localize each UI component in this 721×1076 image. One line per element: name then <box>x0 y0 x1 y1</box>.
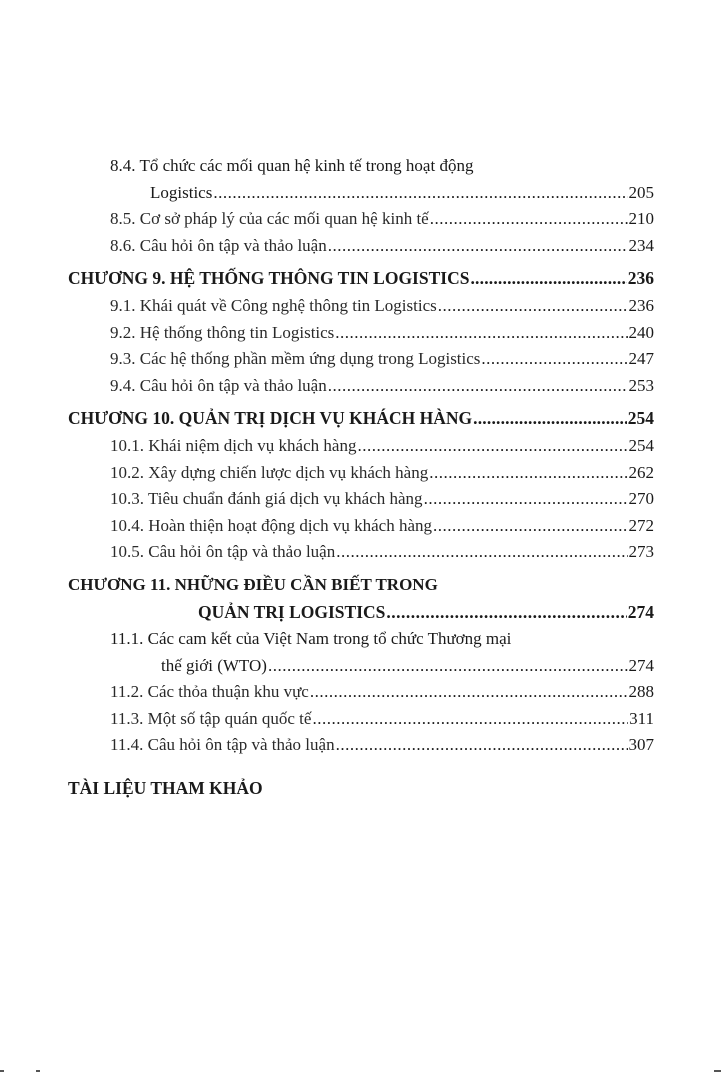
toc-chapter-label: CHƯƠNG 9. HỆ THỐNG THÔNG TIN LOGISTICS <box>68 268 470 288</box>
toc-entry-label: 8.6. Câu hỏi ôn tập và thảo luận <box>110 235 327 255</box>
toc-page-number: 254 <box>627 408 654 428</box>
dot-leader <box>213 180 627 207</box>
toc-entry-label: 9.2. Hệ thống thông tin Logistics <box>110 322 335 342</box>
toc-page-number: 307 <box>628 735 654 754</box>
scan-edge-marks <box>0 1066 721 1072</box>
toc-page-number: 288 <box>628 682 654 701</box>
toc-entry-label: 10.1. Khái niệm dịch vụ khách hàng <box>110 436 357 455</box>
toc-entry-9-4[interactable] <box>68 373 654 400</box>
toc-entry-10-3[interactable] <box>68 486 654 513</box>
dot-leader <box>268 653 628 680</box>
toc-entry-11-4[interactable] <box>68 732 654 759</box>
toc-page-number: 205 <box>628 182 654 202</box>
dot-leader <box>470 263 626 293</box>
toc-references[interactable]: TÀI LIỆU THAM KHẢO <box>68 777 263 798</box>
toc-page-number: 234 <box>628 235 654 255</box>
toc-page-number: 270 <box>628 489 654 508</box>
dot-leader <box>438 293 628 320</box>
toc-entry-9-1[interactable] <box>68 293 654 320</box>
dot-leader <box>481 346 627 373</box>
toc-entry-11-2[interactable] <box>68 679 654 706</box>
toc-entry-11-3[interactable] <box>68 706 654 733</box>
toc-entry-label: 9.1. Khái quát về Công nghệ thông tin Logistics <box>110 296 437 315</box>
scan-mark <box>714 1070 721 1072</box>
dot-leader <box>335 320 627 347</box>
toc-page-number: 262 <box>628 462 654 482</box>
dot-leader <box>430 206 628 233</box>
toc-entry-label: Logistics <box>150 182 213 202</box>
dot-leader <box>336 539 627 566</box>
toc-entry-label: 11.4. Câu hỏi ôn tập và thảo luận <box>110 735 335 754</box>
toc-page-number: 210 <box>628 209 654 228</box>
toc-entry-label: 11.2. Các thỏa thuận khu vực <box>110 682 309 701</box>
toc-entry-label: 10.3. Tiêu chuẩn đánh giá dịch vụ khách hàng <box>110 489 423 508</box>
scan-mark <box>36 1070 40 1072</box>
dot-leader <box>424 486 628 513</box>
toc-entry-label: thế giới (WTO) <box>161 655 267 675</box>
toc-entry-label: 8.5. Cơ sở pháp lý của các mối quan hệ kinh tế <box>110 209 429 228</box>
toc-entry-8-5[interactable] <box>68 206 654 233</box>
dot-leader <box>473 403 627 433</box>
toc-page-number: 240 <box>628 322 654 342</box>
toc-entry-label: 9.4. Câu hỏi ôn tập và thảo luận <box>110 375 327 395</box>
toc-entry-10-2[interactable] <box>68 460 654 487</box>
dot-leader <box>312 706 628 733</box>
toc-page-number: 247 <box>628 349 654 368</box>
toc-entry-label: 11.3. Một số tập quán quốc tế <box>110 708 312 728</box>
dot-leader <box>386 598 626 626</box>
dot-leader <box>433 513 628 540</box>
dot-leader <box>328 233 628 260</box>
toc-chapter-label: QUẢN TRỊ LOGISTICS <box>198 602 386 622</box>
toc-entry-10-5[interactable] <box>68 539 654 566</box>
dot-leader <box>336 732 628 759</box>
toc-entry-label: 10.2. Xây dựng chiến lược dịch vụ khách hàng <box>110 462 429 482</box>
toc-entry-8-6[interactable] <box>68 233 654 260</box>
toc-entry-8-4-line1: 8.4. Tổ chức các mối quan hệ kinh tế trong hoạt động <box>110 156 474 175</box>
toc-page-number: 254 <box>628 436 654 455</box>
toc-page-number: 236 <box>627 268 654 288</box>
toc-entry-label: 9.3. Các hệ thống phần mềm ứng dụng trong Logistics <box>110 349 481 368</box>
scan-mark <box>0 1070 4 1072</box>
dot-leader <box>429 460 627 487</box>
dot-leader <box>357 433 627 460</box>
toc-chapter-11-line1: CHƯƠNG 11. NHỮNG ĐIỀU CẦN BIẾT TRONG <box>68 574 438 594</box>
toc-page-number: 253 <box>628 375 654 395</box>
toc-chapter-9[interactable] <box>68 263 654 293</box>
toc-entry-8-4[interactable] <box>68 180 654 207</box>
toc-entry-label: 10.5. Câu hỏi ôn tập và thảo luận <box>110 542 336 561</box>
dot-leader <box>310 679 628 706</box>
toc-page-number: 273 <box>628 542 654 561</box>
toc-entry-10-4[interactable] <box>68 513 654 540</box>
dot-leader <box>328 373 628 400</box>
toc-page-number: 311 <box>629 708 654 728</box>
toc-page-number: 274 <box>628 655 654 675</box>
toc-entry-9-2[interactable] <box>68 320 654 347</box>
toc-chapter-11[interactable] <box>68 598 654 626</box>
toc-entry-11-1[interactable] <box>68 653 654 680</box>
toc-page-number: 272 <box>628 515 654 535</box>
toc-entry-label: 10.4. Hoàn thiện hoạt động dịch vụ khách hàng <box>110 515 432 535</box>
toc-chapter-label: CHƯƠNG 10. QUẢN TRỊ DỊCH VỤ KHÁCH HÀNG <box>68 408 473 428</box>
toc-page-number: 274 <box>627 602 654 622</box>
toc-chapter-10[interactable] <box>68 403 654 433</box>
table-of-contents <box>68 153 654 803</box>
toc-entry-9-3[interactable] <box>68 346 654 373</box>
toc-entry-11-1-line1: 11.1. Các cam kết của Việt Nam trong tổ chức Thương mại <box>110 629 512 648</box>
toc-entry-10-1[interactable] <box>68 433 654 460</box>
toc-page-number: 236 <box>628 296 654 315</box>
